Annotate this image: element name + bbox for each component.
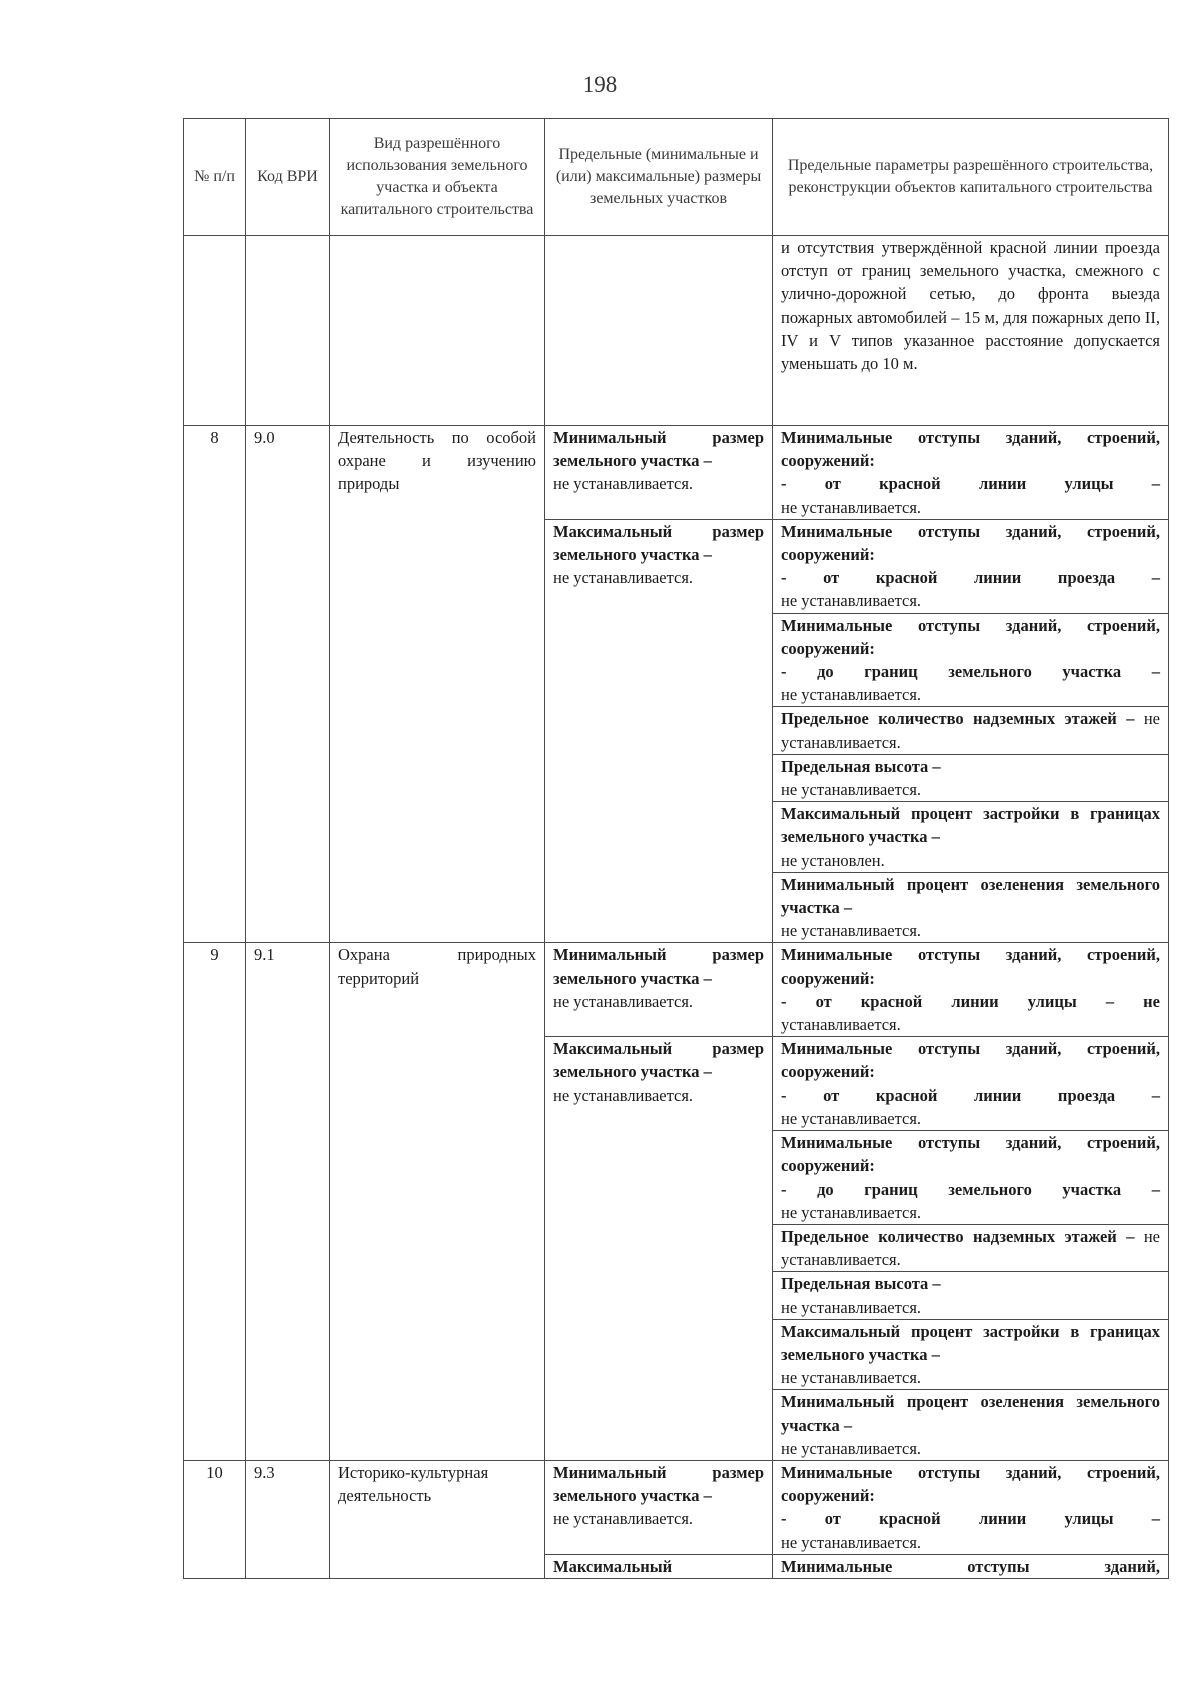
- table-row: [184, 1460, 1169, 1554]
- param-cell: Минимальные отступы зданий, строений, сооружений: - до границ земельного участка – не устанавливается.: [773, 1131, 1169, 1225]
- param-cell: Минимальные отступы зданий, строений, сооружений: - от красной линии улицы – не устанавливается.: [773, 1460, 1169, 1554]
- max-plot-size-value: не устанавливается.: [553, 1085, 694, 1105]
- row-code: 9.3: [246, 1460, 330, 1578]
- param-cell: Минимальные отступы зданий, строений, сооружений: - от красной линии улицы – не устанавливается.: [773, 943, 1169, 1037]
- min-plot-size-value: не устанавливается.: [553, 991, 694, 1011]
- max-plot-size-cell: [545, 1554, 773, 1578]
- row-code: 9.1: [246, 943, 330, 1460]
- continuation-row: [184, 236, 1169, 426]
- max-plot-size-title: Максимальный размер земельного участка –: [553, 521, 764, 565]
- row-use-name: Историко-культурная деятельность: [330, 1460, 545, 1578]
- param-cell: Минимальные отступы зданий, строений, сооружений: - от красной линии проезда – не устанавливается.: [773, 1037, 1169, 1131]
- max-plot-size-title: Максимальный: [553, 1556, 673, 1576]
- param-cell: Предельная высота – не устанавливается.: [773, 754, 1169, 801]
- min-plot-size-cell: [545, 1460, 773, 1554]
- min-plot-size-cell: [545, 426, 773, 520]
- param-cell: Максимальный процент застройки в границах земельного участка – не установлен.: [773, 802, 1169, 873]
- row-use-name: Охрана природных территорий: [330, 943, 545, 1460]
- header-build-params: Предельные параметры разрешённого строительства, реконструкции объектов капитального строительства: [773, 119, 1169, 236]
- min-plot-size-value: не устанавливается.: [553, 474, 694, 494]
- row-code: 9.0: [246, 426, 330, 943]
- min-plot-size-cell: [545, 943, 773, 1037]
- min-plot-size-title: Минимальный размер земельного участка –: [553, 1462, 764, 1506]
- param-cell: Минимальный процент озеленения земельного участка – не устанавливается.: [773, 872, 1169, 943]
- param-cell: Минимальные отступы зданий, строений, сооружений: - до границ земельного участка – не устанавливается.: [773, 613, 1169, 707]
- header-num: № п/п: [184, 119, 246, 236]
- param-cell: Минимальные отступы зданий,: [773, 1554, 1169, 1578]
- max-plot-size-cell: [545, 519, 773, 943]
- param-cell: Предельная высота – не устанавливается.: [773, 1272, 1169, 1319]
- table-header-row: [184, 119, 1169, 236]
- table-row: [184, 943, 1169, 1037]
- param-cell: Максимальный процент застройки в границах земельного участка – не устанавливается.: [773, 1319, 1169, 1390]
- param-cell: Предельное количество надземных этажей – не устанавливается.: [773, 1224, 1169, 1271]
- param-cell: Предельное количество надземных этажей – не устанавливается.: [773, 707, 1169, 754]
- row-num: 10: [184, 1460, 246, 1578]
- page-number: 198: [582, 72, 618, 97]
- header-use-type: Вид разрешённого использования земельного участка и объекта капитального строительства: [330, 119, 545, 236]
- continuation-text: и отсутствия утверждённой красной линии проезда отступ от границ земельного участка, смежного с улично-дорожной сетью, до фронта выезда пожарных автомобилей – 15 м, для пожарных депо II, IV и V типов указанное расстояние допускается уменьшать до 10 м.: [773, 236, 1169, 426]
- min-plot-size-title: Минимальный размер земельного участка –: [553, 428, 764, 471]
- max-plot-size-value: не устанавливается.: [553, 568, 694, 588]
- row-num: 9: [184, 943, 246, 1460]
- land-use-table: [183, 118, 1169, 1579]
- table-row: [184, 426, 1169, 520]
- header-code: Код ВРИ: [246, 119, 330, 236]
- min-plot-size-value: не устанавливается.: [553, 1509, 694, 1529]
- param-cell: Минимальные отступы зданий, строений, сооружений: - от красной линии проезда – не устанавливается.: [773, 519, 1169, 613]
- max-plot-size-cell: [545, 1037, 773, 1461]
- header-plot-sizes: Предельные (минимальные и (или) максимальные) размеры земельных участков: [545, 119, 773, 236]
- min-plot-size-title: Минимальный размер земельного участка –: [553, 945, 764, 988]
- row-num: 8: [184, 426, 246, 943]
- param-cell: Минимальный процент озеленения земельного участка – не устанавливается.: [773, 1390, 1169, 1461]
- max-plot-size-title: Максимальный размер земельного участка –: [553, 1039, 764, 1082]
- row-use-name: Деятельность по особой охране и изучению природы: [330, 426, 545, 943]
- param-cell: Минимальные отступы зданий, строений, сооружений: - от красной линии улицы – не устанавливается.: [773, 426, 1169, 520]
